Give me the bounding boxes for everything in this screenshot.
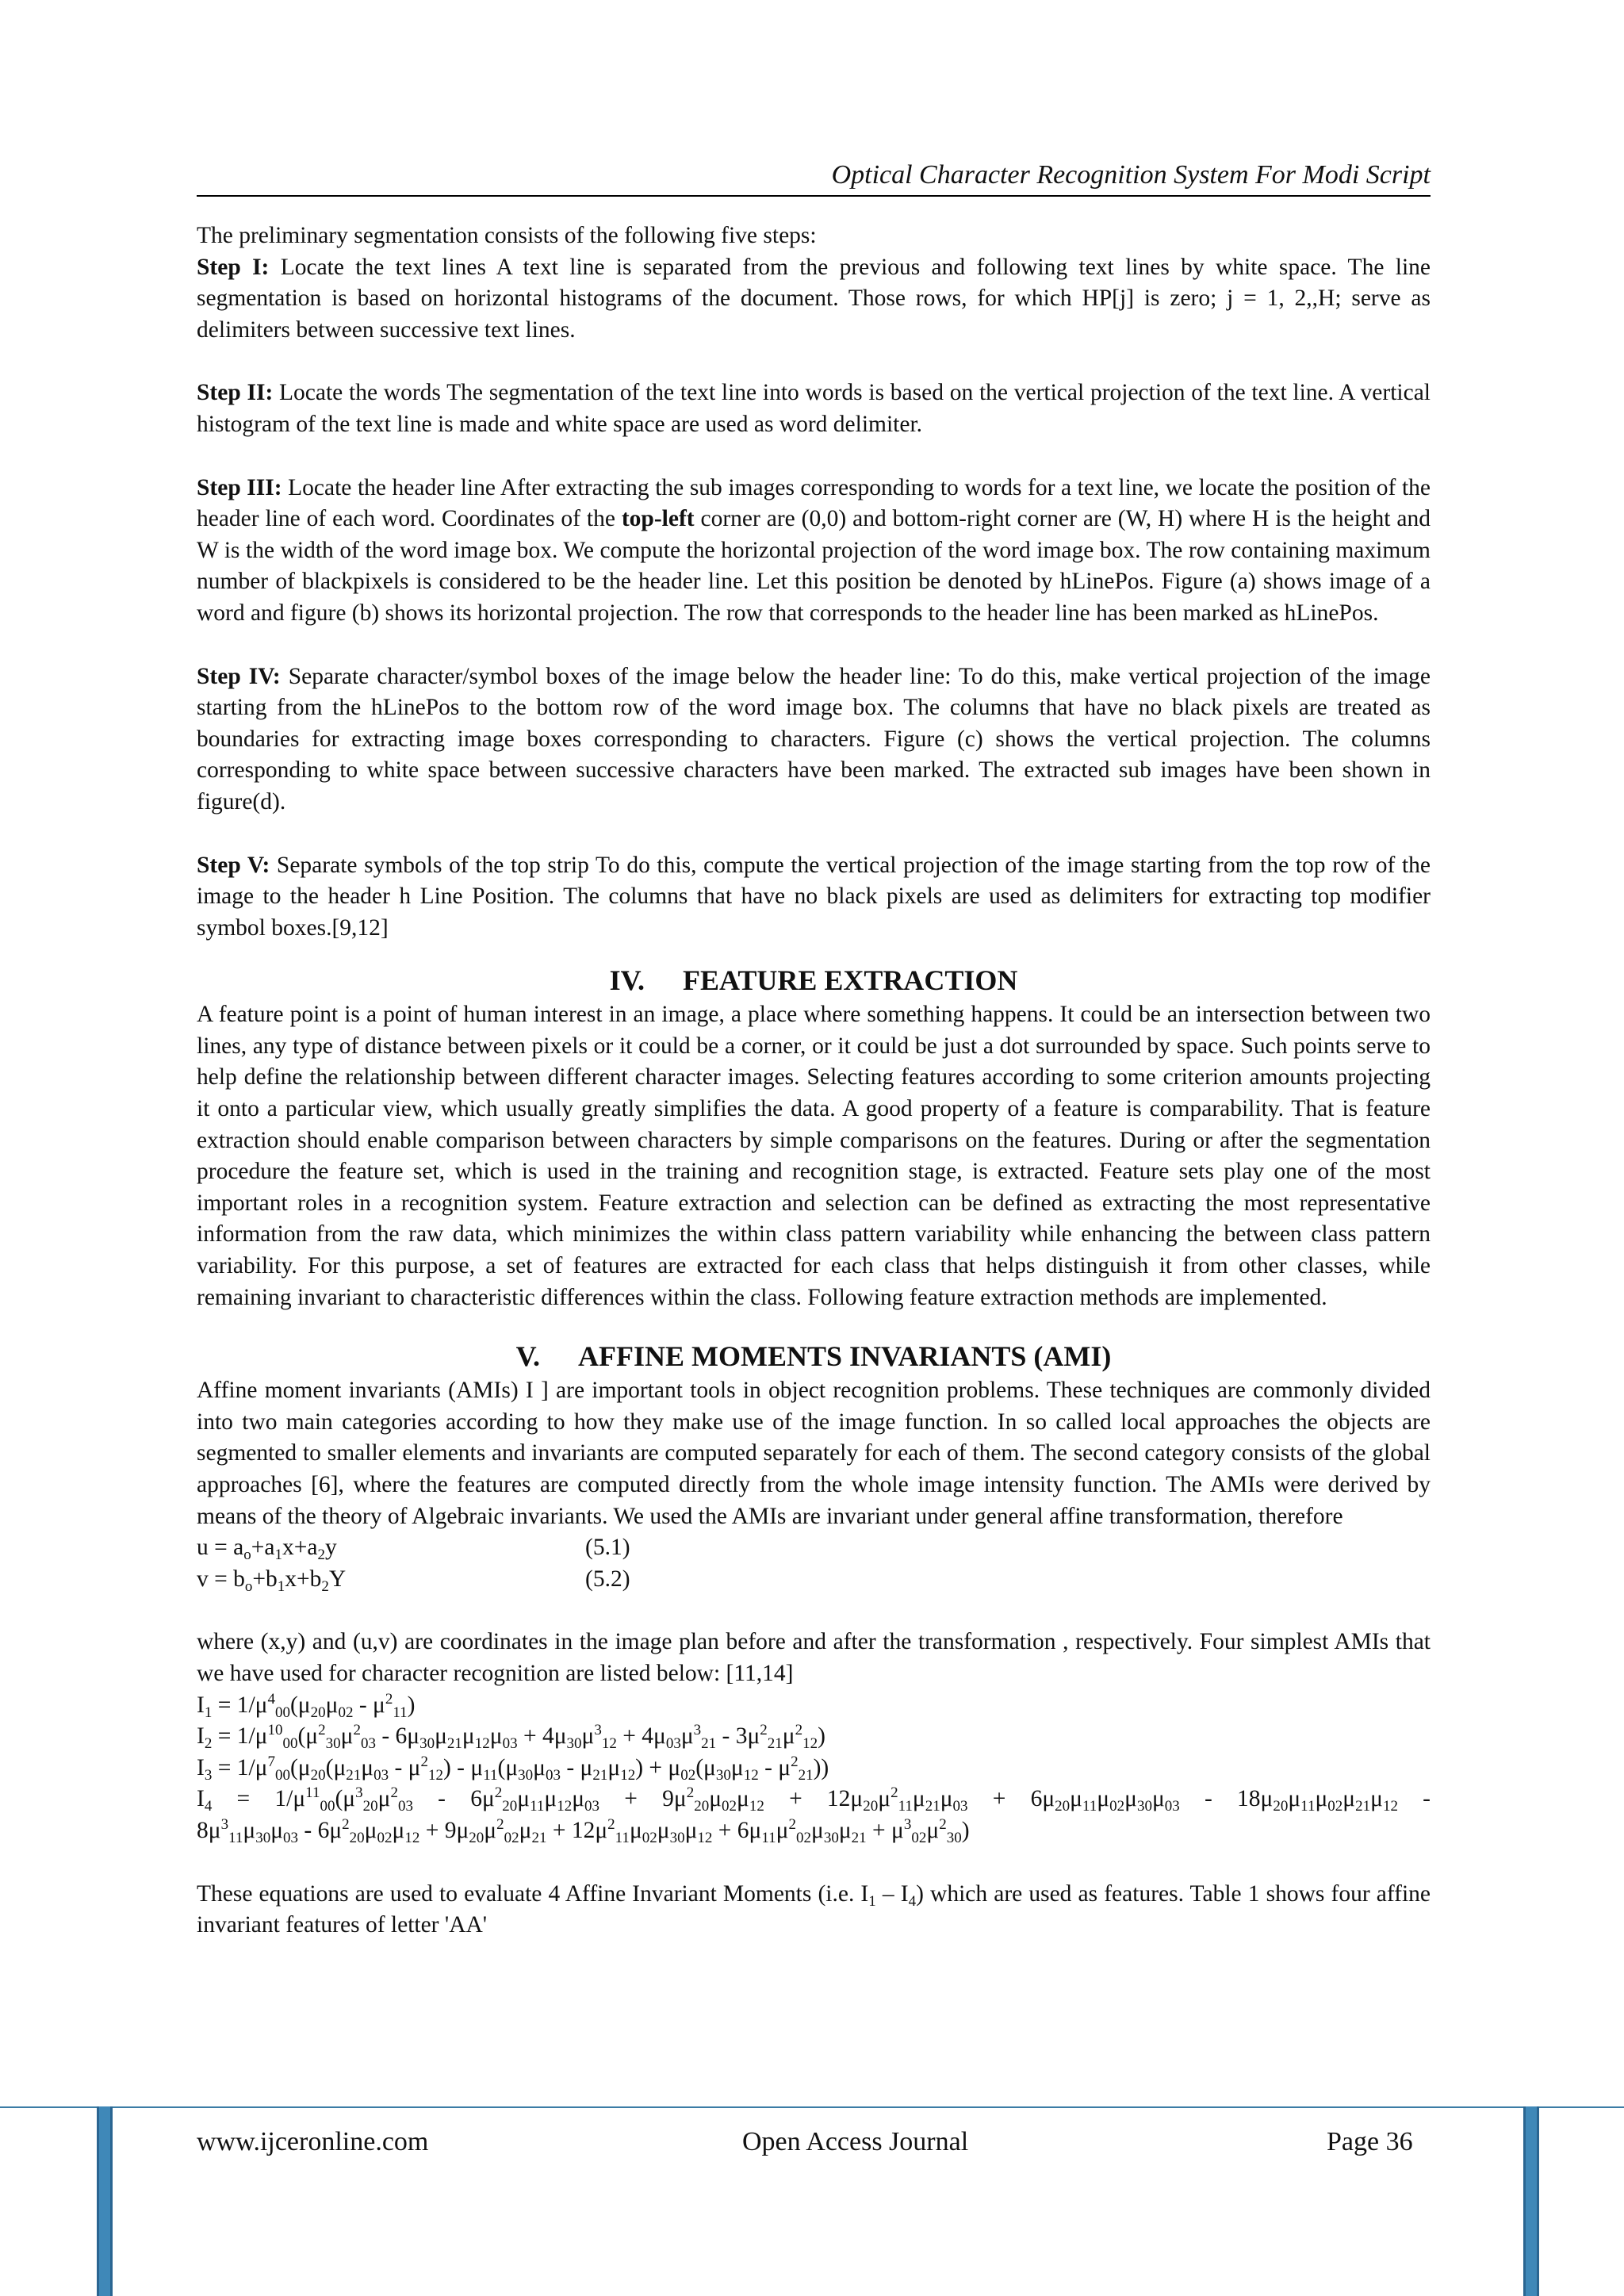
step-4-label: Step IV: [197, 663, 281, 689]
ami-paragraph: Affine moment invariants (AMIs) I ] are important tools in object recognition problems. These techniques are commonly divided into two main categories according to how they make use of the image function. In so called local approaches the objects are segmented to smaller elements and invariants are computed separately for each of them. The second category consists of the global approaches [6], where the features are computed directly from the whole image intensity function. The AMIs were derived by means of the theory of Algebraic invariants. We used the AMIs are invariant under general affine transformation, therefore [197, 1378, 1431, 1529]
equation-5-2: $v = b_o+b_1x+b_2Y$ (5.2) [197, 1564, 1431, 1596]
step-1-label: Step I: [197, 254, 270, 280]
step-5-label: Step V: [197, 852, 270, 878]
feature-extraction-paragraph: A feature point is a point of human interest in an image, a place where something happens. It could be an intersection between two lines, any type of distance between pixels or it could be a corner, or it could be just a dot surrounded by space. Such points serve to help define the relationship between different character images. Selecting features according to some criterion amounts projecting it onto a particular view, which usually greatly simplifies the data. A good property of a feature is comparability. That is feature extraction should enable comparison between characters by simple comparisons on the features. During or after the segmentation procedure the feature set, which is used in the training and recognition stage, is extracted. Feature sets play one of the most important roles in a recognition system. Feature extraction and selection can be defined as extracting the most representative information from the raw data, which minimizes the within class pattern variability while enhancing the between class pattern variability. For this purpose, a set of features are extracted for each class that helps distinguish it from other classes, while remaining invariant to characteristic differences within the class. Following feature extraction methods are implemented. [197, 1002, 1431, 1310]
running-title: Optical Character Recognition System For Modi Script [831, 160, 1431, 190]
section-heading-feature-extraction: IV. FEATURE EXTRACTION [609, 964, 1018, 997]
equation-number: (5.2) [585, 1566, 630, 1592]
footer-right-bar [1523, 2106, 1539, 2296]
top-left-term: top-left [621, 506, 695, 532]
equation-number: (5.1) [585, 1535, 630, 1561]
formula-i4-continued: $8\mu^3_{11}\mu_{30}\mu_{03} - 6\mu^2_{20}\mu_{02}\mu_{12} + 9\mu_{20}\mu^2_{02}\mu_{21} + 12\mu^2_{11}\mu_{02}\mu_{30}\mu_{12} + 6\mu_{11}\mu^2_{02}\mu_{30}\mu_{21} + \mu^3_{02}\mu^2_{30}$) [197, 1815, 970, 1846]
segmentation-intro: The preliminary segmentation consists of the following five steps: [197, 223, 817, 248]
footer-page-number: Page 36 [1327, 2127, 1413, 2156]
formula-i2: $I_2 = 1/\mu^{10}_{00}(\mu^2_{30}\mu^2_{03} - 6\mu_{30}\mu_{21}\mu_{12}\mu_{03} + 4\mu_{30}\mu^3_{12} + 4\mu_{03}\mu^3_{21} - 3\mu^2_{21}\mu^2_{12})$ [197, 1722, 825, 1753]
step-4-paragraph: Step IV: Separate character/symbol boxes of the image below the header line: To do this, make vertical projection of the image starting from the hLinePos to the bottom row of the word image box. The columns that have no black pixels are treated as boundaries for extracting image boxes corresponding to characters. Figure (c) shows the vertical projection. The columns corresponding to white space between successive characters have been marked. The extracted sub images have been shown in figure(d). [197, 663, 1431, 815]
step-5-paragraph: Step V: Separate symbols of the top strip To do this, compute the vertical projection of the image starting from the top row of the image to the header h Line Position. The columns that have no black pixels are used as delimiters for extracting top modifier symbol boxes.[9,12] [197, 852, 1431, 941]
equation-5-1: $u = a_o+a_1x+a_2y$ (5.1) [197, 1532, 1431, 1564]
footer-left-bar [97, 2106, 113, 2296]
formula-i3: $I_3 = 1/\mu^7_{00}(\mu_{20}(\mu_{21}\mu_{03} - \mu^2_{12}) - \mu_{11}(\mu_{30}\mu_{03} - \mu_{21}\mu_{12}) + \mu_{02}(\mu_{30}\mu_{12} - \mu^2_{21}))$ [197, 1753, 829, 1784]
step-1-paragraph: Step I: Locate the text lines A text line is separated from the previous and following text lines by white space. The line segmentation is based on horizontal histograms of the document. Those rows, for which HP[j] is zero; j = 1, 2,,H; serve as delimiters between successive text lines. [197, 254, 1431, 343]
formula-i4: $I_4 = 1/\mu^{11}_{00}(\mu^3_{20}\mu^2_{03} - 6\mu^2_{20}\mu_{11}\mu_{12}\mu_{03} + 9\mu^2_{20}\mu_{02}\mu_{12} + 12\mu_{20}\mu^2_{11}\mu_{21}\mu_{03} + 6\mu_{20}\mu_{11}\mu_{02}\mu_{30}\mu_{03} - 18\mu_{20}\mu_{11}\mu_{02}\mu_{21}\mu_{12}$ - [197, 1784, 1431, 1815]
step-3-label: Step III: [197, 474, 282, 500]
article-body [197, 220, 1431, 1941]
page-header [197, 155, 1431, 197]
step-2-label: Step II: [197, 380, 274, 406]
ami-intro-paragraph: where (x,y) and (u,v) are coordinates in the image plan before and after the transformation , respectively. Four simplest AMIs that we have used for character recognition are listed below: [11,14] [197, 1629, 1431, 1686]
step-2-paragraph: Step II: Locate the words The segmentation of the text line into words is based on the vertical projection of the text line. A vertical histogram of the text line is made and white space are used as word delimiter. [197, 380, 1431, 437]
step-3-paragraph: Step III: Locate the header line After extracting the sub images corresponding to words for a text line, we locate the position of the header line of each word. Coordinates of the top-left corner are (0,0) and bottom-right corner are (W, H) where H is the height and W is the width of the word image box. We compute the horizontal projection of the word image box. The row containing maximum number of blackpixels is considered to be the header line. Let this position be denoted by hLinePos. Figure (a) shows image of a word and figure (b) shows its horizontal projection. The row that corresponds to the header line has been marked as hLinePos. [197, 474, 1431, 626]
footer-website-link[interactable]: www.ijceronline.com [197, 2127, 429, 2156]
footer-rule [0, 2106, 1624, 2108]
footer-journal-name: Open Access Journal [742, 2127, 969, 2156]
closing-paragraph: These equations are used to evaluate 4 Affine Invariant Moments (i.e. $I_1 - I_4$) which are used as features. Table 1 shows four affine invariant features of letter 'AA' [197, 1880, 1431, 1938]
formula-i1: $I_1 = 1/\mu^4_{00}(\mu_{20}\mu_{02} - \mu^2_{11})$ [197, 1690, 416, 1721]
section-heading-ami: V. AFFINE MOMENTS INVARIANTS (AMI) [515, 1340, 1112, 1373]
